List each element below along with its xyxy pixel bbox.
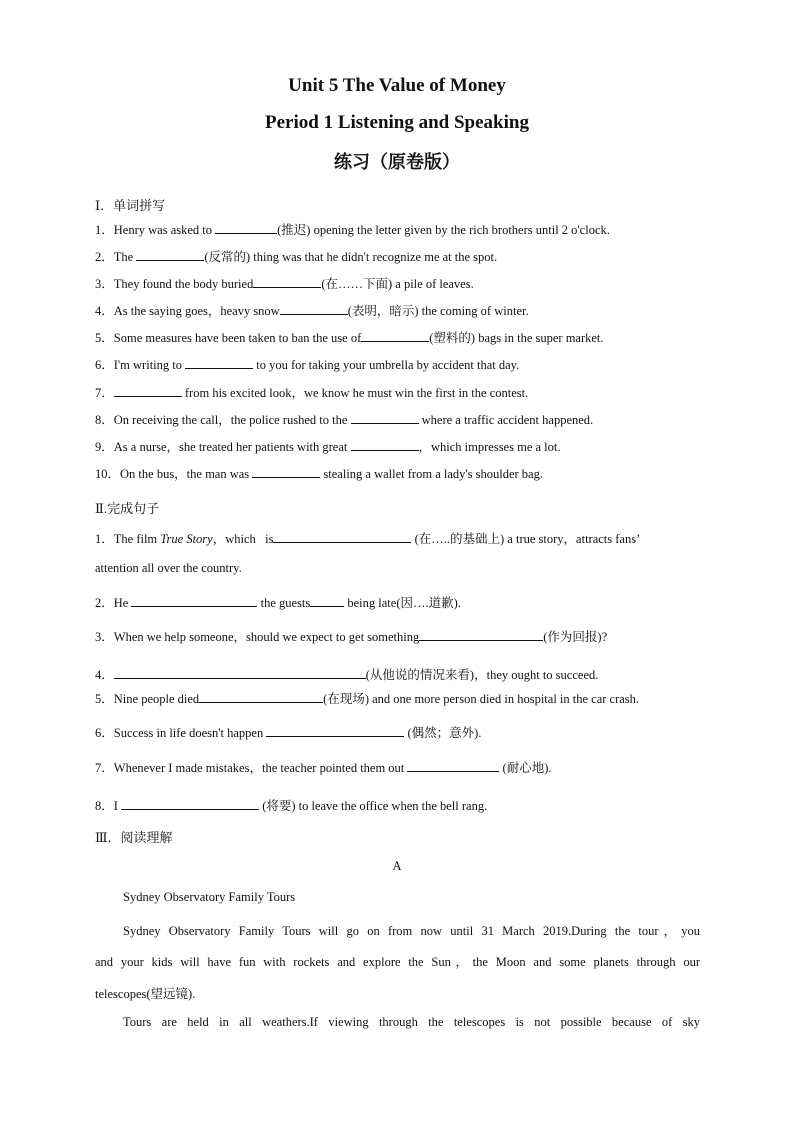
sentence-item-1-continued: attention all over the country. <box>95 561 242 575</box>
answer-blank[interactable] <box>121 798 259 810</box>
item-text: (在…..的基础上) a true story，attracts fans’ <box>411 532 641 546</box>
answer-blank[interactable] <box>185 357 253 369</box>
item-text: Whenever I made mistakes，the teacher pointed them out <box>113 761 408 775</box>
vocab-item-6 <box>95 355 519 373</box>
answer-blank[interactable] <box>253 276 321 288</box>
vocab-item-8 <box>95 410 593 428</box>
item-number: 2． <box>95 596 114 610</box>
passage-label: A <box>392 859 402 873</box>
sentence-item-5 <box>95 689 639 707</box>
item-text: On receiving the call，the police rushed to the <box>113 413 351 427</box>
item-number: 8． <box>95 799 114 813</box>
sentence-item-7 <box>95 758 551 776</box>
answer-blank[interactable] <box>215 222 277 234</box>
period-title: Period 1 Listening and Speaking <box>265 112 529 133</box>
item-text: to you for taking your umbrella by accident that day. <box>253 358 520 372</box>
passage-paragraph-1-line-1: Sydney Observatory Family Tours will go on from now until 31 March 2019.During the tour，you <box>123 924 700 938</box>
item-text: ，which is <box>212 532 274 546</box>
item-text: (从他说的情况来看)，they ought to succeed. <box>365 668 599 682</box>
answer-blank[interactable] <box>114 385 182 397</box>
item-text: Some measures have been taken to ban the use of <box>113 331 362 345</box>
answer-blank[interactable] <box>199 691 323 703</box>
item-text: (在……下面) a pile of leaves. <box>321 277 474 291</box>
sentence-item-6 <box>95 723 481 741</box>
item-number: 7． <box>95 761 114 775</box>
item-text: On the bus，the man was <box>120 467 253 481</box>
item-number: 8． <box>95 413 114 427</box>
item-number: 4． <box>95 304 114 318</box>
item-number: 3． <box>95 630 114 644</box>
answer-blank[interactable] <box>273 531 411 543</box>
item-text: (耐心地). <box>499 761 552 775</box>
film-title: True Story <box>160 532 213 546</box>
vocab-item-5 <box>95 328 604 346</box>
item-number: 6． <box>95 726 114 740</box>
passage-title: Sydney Observatory Family Tours <box>123 890 296 904</box>
item-number: 1． <box>95 223 114 237</box>
item-text: He <box>113 596 132 610</box>
answer-blank[interactable] <box>351 412 419 424</box>
item-number: 7． <box>95 386 114 400</box>
item-text: being late(因….道歉). <box>344 596 461 610</box>
worksheet-subtitle: 练习（原卷版） <box>334 152 460 173</box>
section-1-heading: Ⅰ．单词拼写 <box>95 198 166 213</box>
item-number: 1． <box>95 532 114 546</box>
item-text: (作为回报)? <box>543 630 608 644</box>
item-number: 5． <box>95 331 114 345</box>
item-text: ，which impresses me a lot. <box>418 440 561 454</box>
item-text: (将要) to leave the office when the bell rang. <box>259 799 488 813</box>
answer-blank[interactable] <box>266 725 404 737</box>
item-text: As a nurse，she treated her patients with great <box>113 440 351 454</box>
item-text: the guests <box>257 596 311 610</box>
vocab-item-1 <box>95 220 610 238</box>
item-text: (偶然；意外). <box>404 726 482 740</box>
answer-blank[interactable] <box>351 439 419 451</box>
vocab-item-2 <box>95 247 497 265</box>
item-text: (反常的) thing was that he didn't recognize me at the spot. <box>204 250 498 264</box>
item-text: (推迟) opening the letter given by the rich brothers until 2 o'clock. <box>277 223 610 237</box>
sentence-item-4 <box>95 665 598 683</box>
answer-blank[interactable] <box>280 303 348 315</box>
item-number: 2． <box>95 250 114 264</box>
item-text: from his excited look，we know he must win the first in the contest. <box>181 386 529 400</box>
sentence-item-2 <box>95 593 461 611</box>
item-text: Nine people died <box>113 692 200 706</box>
section-2-heading: Ⅱ.完成句子 <box>95 501 160 516</box>
answer-blank[interactable] <box>310 595 344 607</box>
item-text: (塑料的) bags in the super market. <box>429 331 604 345</box>
vocab-item-7 <box>95 383 528 401</box>
item-number: 9． <box>95 440 114 454</box>
item-number: 10． <box>95 467 121 481</box>
answer-blank[interactable] <box>136 249 204 261</box>
answer-blank[interactable] <box>407 760 499 772</box>
item-text: stealing a wallet from a lady's shoulder bag. <box>320 467 543 481</box>
unit-title: Unit 5 The Value of Money <box>288 75 506 96</box>
item-text: They found the body buried <box>113 277 254 291</box>
answer-blank[interactable] <box>131 595 257 607</box>
item-text: (在现场) and one more person died in hospital in the car crash. <box>323 692 640 706</box>
sentence-item-8 <box>95 796 487 814</box>
item-text: As the saying goes，heavy snow <box>113 304 280 318</box>
item-text: (表明，暗示) the coming of winter. <box>347 304 529 318</box>
vocab-item-10 <box>95 464 543 482</box>
item-text: The film <box>113 532 161 546</box>
answer-blank[interactable] <box>361 330 429 342</box>
item-number: 6． <box>95 358 114 372</box>
item-text: When we help someone，should we expect to get something <box>113 630 420 644</box>
vocab-item-4 <box>95 301 529 319</box>
item-number: 3． <box>95 277 114 291</box>
item-text: Success in life doesn't happen <box>113 726 267 740</box>
item-text: The <box>113 250 137 264</box>
item-text: Henry was asked to <box>113 223 216 237</box>
item-text: I <box>113 799 122 813</box>
passage-paragraph-2-line-1: Tours are held in all weathers.If viewing through the telescopes is not possible because of sky <box>123 1015 700 1029</box>
sentence-item-1 <box>95 529 640 547</box>
vocab-item-3 <box>95 274 474 292</box>
answer-blank[interactable] <box>419 629 543 641</box>
answer-blank[interactable] <box>114 667 366 679</box>
item-number: 4． <box>95 668 114 682</box>
item-text: I'm writing to <box>113 358 186 372</box>
answer-blank[interactable] <box>252 466 320 478</box>
sentence-item-3 <box>95 627 607 645</box>
passage-paragraph-1-line-2: and your kids will have fun with rockets and explore the Sun，the Moon and some planets through our <box>95 955 700 969</box>
passage-paragraph-1-line-3: telescopes(望远镜). <box>95 987 196 1001</box>
item-number: 5． <box>95 692 114 706</box>
vocab-item-9 <box>95 437 561 455</box>
section-3-heading: Ⅲ．阅读理解 <box>95 830 173 845</box>
item-text: where a traffic accident happened. <box>418 413 594 427</box>
